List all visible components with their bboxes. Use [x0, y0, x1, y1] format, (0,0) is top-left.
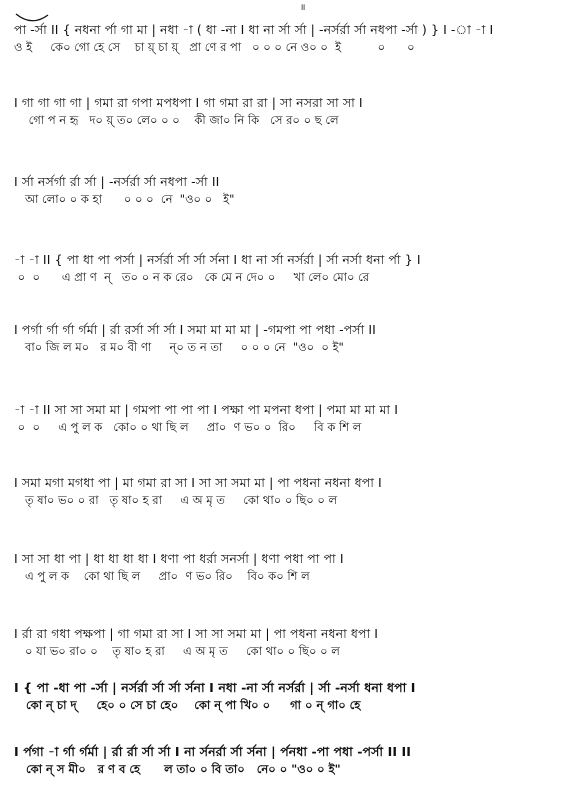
lyric-line: তৃ ষা০ ভ০ ০ রা তৃ ষা০ হ রা এ অ মৃ ত কো থা০ ০ ছি০ ০ ল: [14, 493, 338, 507]
notation-line: I { পা -ধা পা -র্সা | নর্সর্রা র্সা র্সা র্সনা I নধা -না র্সা নর্সর্রা | র্সা -নর্সা ধনা ধপা I: [14, 680, 416, 695]
lyric-line: কো ন্ চা দ্ হে০ ০ সে চা হে০ কো ন্ পা খি০ ০ গা ০ ন্ গা০ হে: [14, 698, 361, 712]
notation-block-9: [14, 626, 570, 659]
lyric-line: আ লো০ ০ ক হা ০ ০ ০ নে "ও০ ০ ই": [14, 192, 235, 206]
notation-line: I গা গা গা গা | গমা রা গপা মপধপা I গা গমা রা রা | সা নসরা সা সা I: [14, 95, 363, 110]
notation-block-4: [14, 252, 570, 285]
notation-block-6: [14, 402, 570, 435]
lyric-line: ০ ০ এ পু ল ক কো০ ০ থা ছি ল প্রা০ ণ ভ০ ০ রি০ বি ক শি ল: [14, 420, 362, 434]
lyric-line: ০ যা ভ০ রা০ ০ তৃ ষা০ হ রা এ অ মৃ ত কো থা০ ০ ছি০ ০ ল: [14, 644, 340, 658]
notation-line: I র্পগা -া র্গা র্গর্মা | র্রা র্রা র্সা র্সা I না র্সনর্রা র্সা র্সনা | র্পনধা -পা পধা -পর্সা II II: [14, 744, 412, 759]
lyric-line: ও ই কে০ গো হে সে চা য়্ চা য়্ প্রা ণে র পা ০ ০ ০ নে ও০ ০ ই ০ ০: [14, 40, 415, 54]
notation-line: I র্রা রা গধা পক্ষপা | গা গমা রা সা I সা সা সমা মা | পা পধনা নধনা ধপা I: [14, 626, 379, 641]
notation-line: -া -া II সা সা সমা মা | গমপা পা পা পা I পক্ষা পা মপনা ধপা | পমা মা মা মা I: [14, 402, 399, 417]
notation-block-11: [14, 744, 570, 777]
notation-block-3: [14, 174, 570, 207]
notation-line: I সমা মগা মগধা পা | মা গমা রা সা I সা সা সমা মা | পা পধনা নধনা ধপা I: [14, 475, 382, 490]
lyric-line: বা০ জি ল ম০ র ম০ বী ণা ন্০ ত ন তা ০ ০ ০ নে "ও০ ০ ই": [14, 340, 344, 354]
notation-line: I র্সা নর্সর্গা র্রা র্সা | -নর্সর্রা র্সা নধপা -র্সা II: [14, 174, 220, 189]
notation-block-1: [14, 22, 570, 55]
notation-line: I পর্গা র্গা র্গা র্গর্মা | র্রা রর্সা র্সা র্সা I সমা মা মা মা | -গমপা পা পধা -পর্সা II: [14, 322, 376, 337]
lyric-line: গো প ন হৃ দ০ য়্ ত০ লে০ ০ ০ কী জা০ নি কি সে র০ ০ ছ লে: [14, 113, 339, 127]
lyric-line: ০ ০ এ প্রা ণ ন্ ত০ ০ ন ক রে০ কে মে ন দে০ ০ খা লে০ মো০ রে: [14, 270, 370, 284]
notation-line: -া -া II { পা ধা পা পর্সা | নর্সর্রা র্সা র্সা র্সনা I ধা না র্সা নর্সর্রা | র্সা নর্সা ধনা র্পা } I: [14, 252, 421, 267]
notation-block-5: [14, 322, 570, 355]
lyric-line: এ পু ল ক কো থা ছি ল প্রা০ ণ ভ০ রি০ বি০ ক০ শি ল: [14, 569, 310, 583]
notation-block-10: [14, 680, 570, 713]
notation-block-7: [14, 475, 570, 508]
top-double-bar-mark: ॥: [300, 3, 306, 13]
notation-line: পা -র্সা II { নধনা র্পা গা মা | নধা -া ( ধা -না I ধা না র্সা র্সা | -নর্সর্রা র্সা নধপা -র্সা ) } I -া -া I: [14, 22, 494, 37]
notation-block-8: [14, 551, 570, 584]
notation-block-2: [14, 95, 570, 128]
notation-line: I সা সা ধা পা | ধা ধা ধা ধা I ধণা পা ধর্রা সনর্সা | ধণা পধা পা পা I: [14, 551, 344, 566]
lyric-line: কো ন্ স মী০ র ণ ব হে ল তা০ ০ বি তা০ নে০ ০ "ও০ ০ ই": [14, 762, 341, 776]
